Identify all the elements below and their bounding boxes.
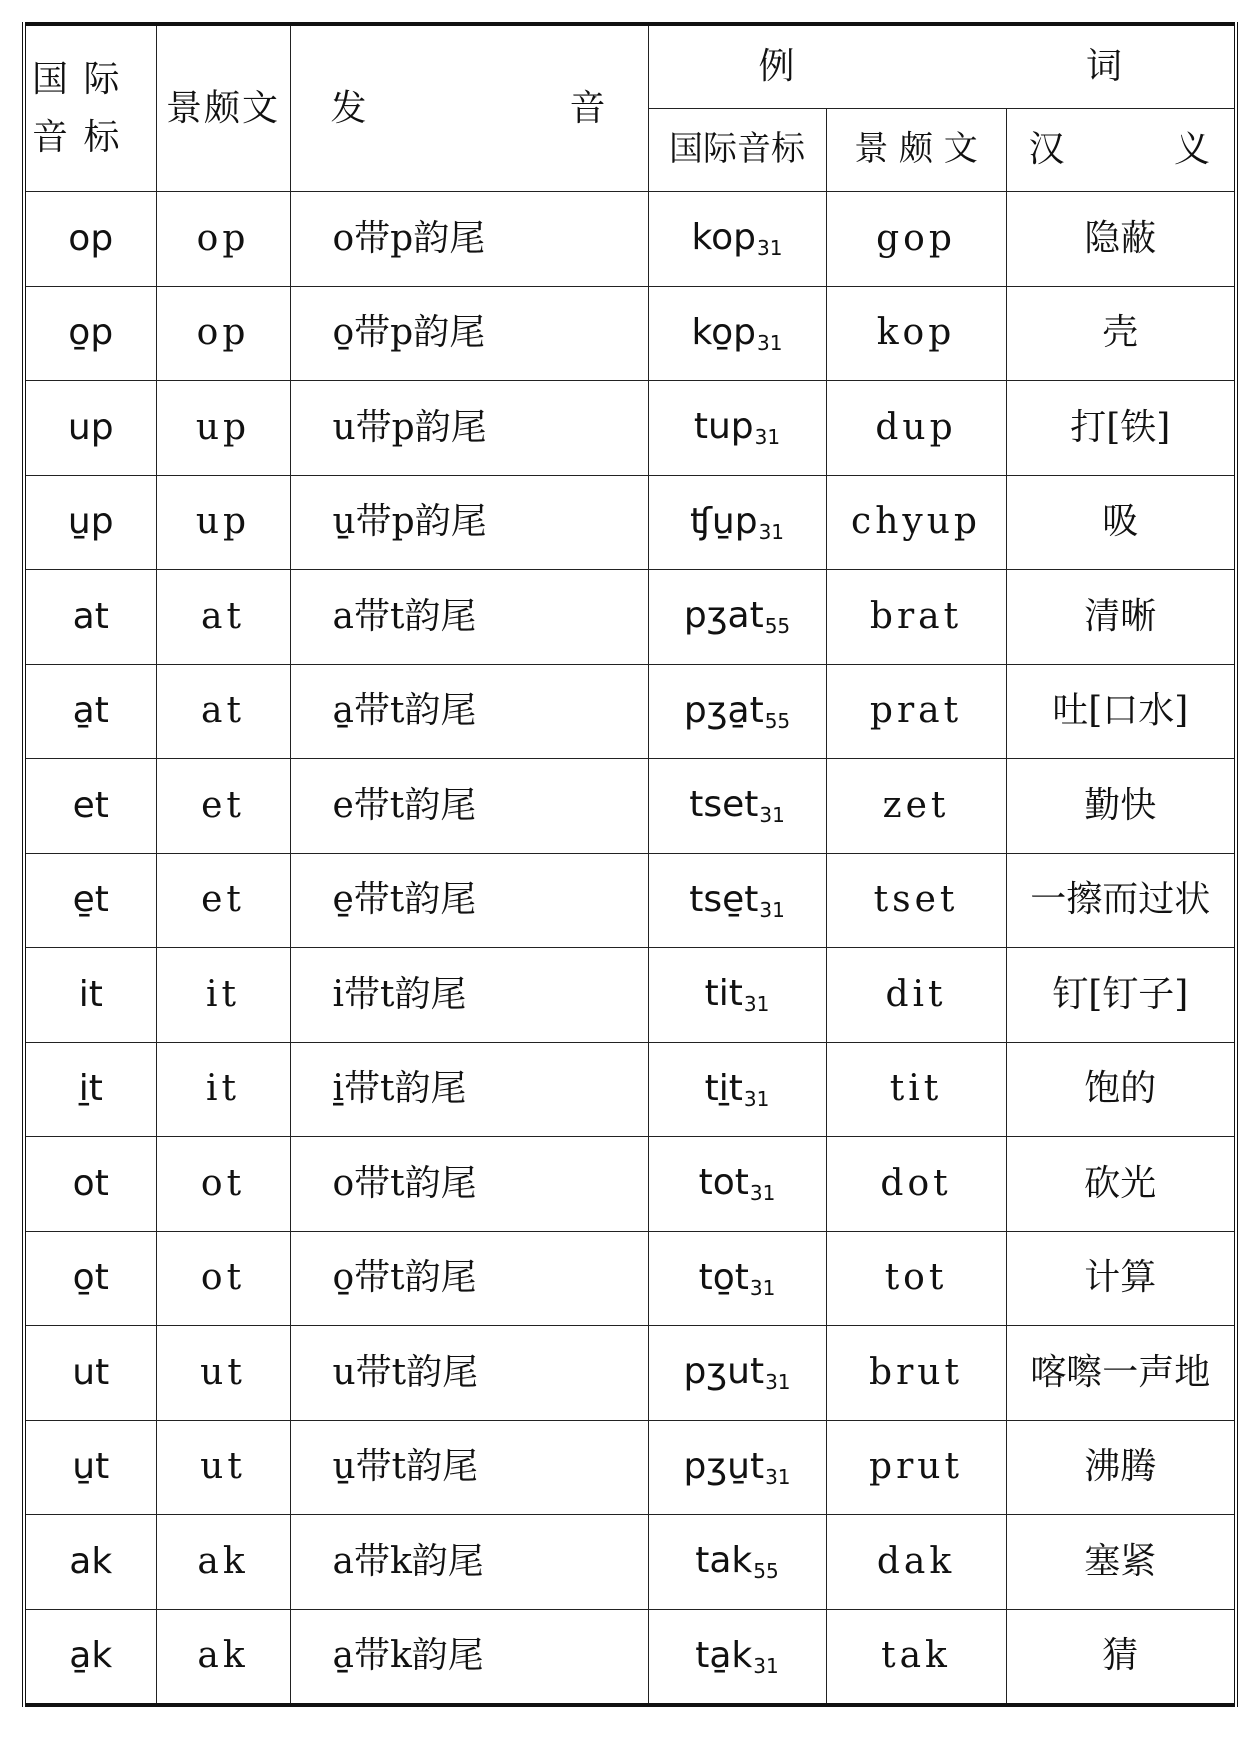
table-row xyxy=(24,475,1236,570)
example-tone: 31 xyxy=(753,1653,779,1678)
ipa-cell: ut xyxy=(24,1326,156,1421)
jingpo-cell: up xyxy=(156,381,290,476)
example-tone: 55 xyxy=(753,1559,779,1584)
example-jingpo-cell: tit xyxy=(826,1042,1006,1137)
pronunciation-cell: o带t韵尾 xyxy=(290,1137,648,1232)
example-jingpo-cell: dot xyxy=(826,1137,1006,1232)
example-jingpo-cell: prut xyxy=(826,1420,1006,1515)
example-ipa: ko̱p xyxy=(691,311,756,353)
ipa-cell: ak xyxy=(24,1515,156,1610)
example-ipa-cell xyxy=(648,1420,826,1515)
example-ipa-cell xyxy=(648,664,826,759)
example-tone: 31 xyxy=(757,330,783,355)
jingpo-cell: up xyxy=(156,475,290,570)
example-tone: 31 xyxy=(759,897,785,922)
jingpo-cell: et xyxy=(156,853,290,948)
pronunciation-cell: e带t韵尾 xyxy=(290,759,648,854)
ipa-cell: u̱p xyxy=(24,475,156,570)
gloss-cell: 猜 xyxy=(1006,1609,1236,1705)
pronunciation-cell: i带t韵尾 xyxy=(290,948,648,1043)
example-tone: 31 xyxy=(749,1275,776,1300)
example-jingpo-cell: brut xyxy=(826,1326,1006,1421)
example-tone: 31 xyxy=(765,1464,791,1489)
pronunciation-cell: a̱带t韵尾 xyxy=(290,664,648,759)
ipa-cell: u̱t xyxy=(24,1420,156,1515)
jingpo-cell: ut xyxy=(156,1326,290,1421)
pronunciation-cell: o̱带p韵尾 xyxy=(290,286,648,381)
pronunciation-cell: o带p韵尾 xyxy=(290,192,648,287)
example-ipa-cell xyxy=(648,192,826,287)
gloss-cell: 喀嚓一声地 xyxy=(1006,1326,1236,1421)
example-jingpo-cell: dit xyxy=(826,948,1006,1043)
example-ipa: to̱t xyxy=(698,1256,749,1298)
table-row xyxy=(24,1609,1236,1705)
header-sub-ipa: 国际音标 xyxy=(648,109,826,192)
ipa-cell: up xyxy=(24,381,156,476)
header-ipa-line2: 音 标 xyxy=(32,116,122,158)
pronunciation-cell: a带t韵尾 xyxy=(290,570,648,665)
example-ipa: tot xyxy=(698,1162,749,1204)
jingpo-cell: ut xyxy=(156,1420,290,1515)
jingpo-cell: op xyxy=(156,286,290,381)
example-tone: 55 xyxy=(764,614,791,639)
ipa-cell: at xyxy=(24,570,156,665)
ipa-cell: op xyxy=(24,192,156,287)
header-ipa-line1: 国 际 xyxy=(32,58,122,100)
gloss-cell: 壳 xyxy=(1006,286,1236,381)
example-jingpo-cell: gop xyxy=(826,192,1006,287)
table-header xyxy=(24,24,1236,192)
table-row xyxy=(24,948,1236,1043)
pronunciation-cell: i̱带t韵尾 xyxy=(290,1042,648,1137)
jingpo-cell: op xyxy=(156,192,290,287)
table-row xyxy=(24,1231,1236,1326)
example-ipa-cell xyxy=(648,759,826,854)
example-ipa: pʒat xyxy=(683,595,764,637)
gloss-cell: 打[铁] xyxy=(1006,381,1236,476)
example-jingpo-cell: tot xyxy=(826,1231,1006,1326)
example-ipa: tit xyxy=(704,973,743,1015)
example-ipa: tup xyxy=(693,406,754,448)
gloss-cell: 清晰 xyxy=(1006,570,1236,665)
jingpo-cell: ak xyxy=(156,1515,290,1610)
jingpo-cell: at xyxy=(156,664,290,759)
example-tone: 31 xyxy=(758,519,785,544)
example-ipa-cell xyxy=(648,1042,826,1137)
ipa-cell: a̱k xyxy=(24,1609,156,1705)
example-ipa-cell xyxy=(648,286,826,381)
example-ipa: ti̱t xyxy=(704,1067,743,1109)
example-ipa-cell xyxy=(648,1137,826,1232)
example-tone: 31 xyxy=(759,803,785,828)
example-tone: 31 xyxy=(754,425,781,450)
example-ipa: ʧu̱p xyxy=(689,500,758,542)
table-row xyxy=(24,1137,1236,1232)
header-sub-meaning xyxy=(1006,109,1236,192)
example-ipa-cell xyxy=(648,381,826,476)
example-jingpo-cell: tak xyxy=(826,1609,1006,1705)
jingpo-cell: ot xyxy=(156,1231,290,1326)
header-pronunciation-b: 音 xyxy=(569,87,608,129)
example-ipa: ta̱k xyxy=(695,1634,753,1676)
table-body xyxy=(24,192,1236,1706)
example-ipa: kop xyxy=(691,217,756,259)
ipa-cell: it xyxy=(24,948,156,1043)
pronunciation-cell: u̱带t韵尾 xyxy=(290,1420,648,1515)
table-row xyxy=(24,570,1236,665)
gloss-cell: 一擦而过状 xyxy=(1006,853,1236,948)
table-row xyxy=(24,1515,1236,1610)
example-jingpo-cell: dak xyxy=(826,1515,1006,1610)
vowel-table xyxy=(22,22,1238,1707)
jingpo-cell: it xyxy=(156,948,290,1043)
example-tone: 55 xyxy=(764,708,791,733)
jingpo-cell: ak xyxy=(156,1609,290,1705)
header-pronunciation xyxy=(290,24,648,192)
jingpo-cell: it xyxy=(156,1042,290,1137)
ipa-cell: o̱p xyxy=(24,286,156,381)
pronunciation-cell: u̱带p韵尾 xyxy=(290,475,648,570)
table-row xyxy=(24,1326,1236,1421)
gloss-cell: 隐蔽 xyxy=(1006,192,1236,287)
ipa-cell: i̱t xyxy=(24,1042,156,1137)
gloss-cell: 吸 xyxy=(1006,475,1236,570)
header-jingpo: 景颇文 xyxy=(156,24,290,192)
pronunciation-cell: a带k韵尾 xyxy=(290,1515,648,1610)
jingpo-cell: et xyxy=(156,759,290,854)
header-examples xyxy=(648,24,1236,109)
table-row xyxy=(24,381,1236,476)
gloss-cell: 勤快 xyxy=(1006,759,1236,854)
pronunciation-cell: u带t韵尾 xyxy=(290,1326,648,1421)
gloss-cell: 吐[口水] xyxy=(1006,664,1236,759)
header-sub-meaning-b: 义 xyxy=(1174,129,1213,171)
jingpo-cell: at xyxy=(156,570,290,665)
example-ipa-cell xyxy=(648,1231,826,1326)
example-jingpo-cell: chyup xyxy=(826,475,1006,570)
example-jingpo-cell: dup xyxy=(826,381,1006,476)
header-sub-jingpo: 景 颇 文 xyxy=(826,109,1006,192)
example-jingpo-cell: zet xyxy=(826,759,1006,854)
table-row xyxy=(24,192,1236,287)
gloss-cell: 砍光 xyxy=(1006,1137,1236,1232)
example-ipa-cell xyxy=(648,948,826,1043)
example-tone: 31 xyxy=(743,992,770,1017)
example-tone: 31 xyxy=(743,1086,770,1111)
ipa-cell: e̱t xyxy=(24,853,156,948)
jingpo-cell: ot xyxy=(156,1137,290,1232)
pronunciation-cell: e̱带t韵尾 xyxy=(290,853,648,948)
header-examples-b: 词 xyxy=(1086,46,1125,88)
example-jingpo-cell: tset xyxy=(826,853,1006,948)
ipa-cell: o̱t xyxy=(24,1231,156,1326)
pronunciation-cell: o̱带t韵尾 xyxy=(290,1231,648,1326)
example-ipa: tak xyxy=(695,1540,753,1582)
ipa-cell: a̱t xyxy=(24,664,156,759)
table-row xyxy=(24,664,1236,759)
example-jingpo-cell: kop xyxy=(826,286,1006,381)
gloss-cell: 钉[钉子] xyxy=(1006,948,1236,1043)
example-ipa-cell xyxy=(648,1326,826,1421)
example-ipa-cell xyxy=(648,570,826,665)
gloss-cell: 饱的 xyxy=(1006,1042,1236,1137)
ipa-cell: et xyxy=(24,759,156,854)
table-row xyxy=(24,759,1236,854)
example-ipa-cell xyxy=(648,1609,826,1705)
table-row xyxy=(24,286,1236,381)
example-tone: 31 xyxy=(749,1181,776,1206)
example-jingpo-cell: prat xyxy=(826,664,1006,759)
example-ipa-cell xyxy=(648,1515,826,1610)
example-tone: 31 xyxy=(765,1370,791,1395)
pronunciation-cell: a̱带k韵尾 xyxy=(290,1609,648,1705)
ipa-cell: ot xyxy=(24,1137,156,1232)
gloss-cell: 沸腾 xyxy=(1006,1420,1236,1515)
gloss-cell: 计算 xyxy=(1006,1231,1236,1326)
example-jingpo-cell: brat xyxy=(826,570,1006,665)
example-tone: 31 xyxy=(757,236,783,261)
example-ipa-cell xyxy=(648,475,826,570)
header-pronunciation-a: 发 xyxy=(330,87,369,129)
pronunciation-cell: u带p韵尾 xyxy=(290,381,648,476)
example-ipa: pʒa̱t xyxy=(683,689,764,731)
table-row xyxy=(24,1420,1236,1515)
example-ipa: tse̱t xyxy=(689,878,759,920)
example-ipa: pʒut xyxy=(683,1351,765,1393)
page xyxy=(22,22,1234,1707)
header-examples-a: 例 xyxy=(758,46,797,88)
table-row xyxy=(24,1042,1236,1137)
example-ipa: tset xyxy=(689,784,759,826)
table-row xyxy=(24,853,1236,948)
example-ipa: pʒu̱t xyxy=(683,1445,765,1487)
header-sub-meaning-a: 汉 xyxy=(1028,129,1067,171)
gloss-cell: 塞紧 xyxy=(1006,1515,1236,1610)
example-ipa-cell xyxy=(648,853,826,948)
header-ipa xyxy=(24,24,156,192)
